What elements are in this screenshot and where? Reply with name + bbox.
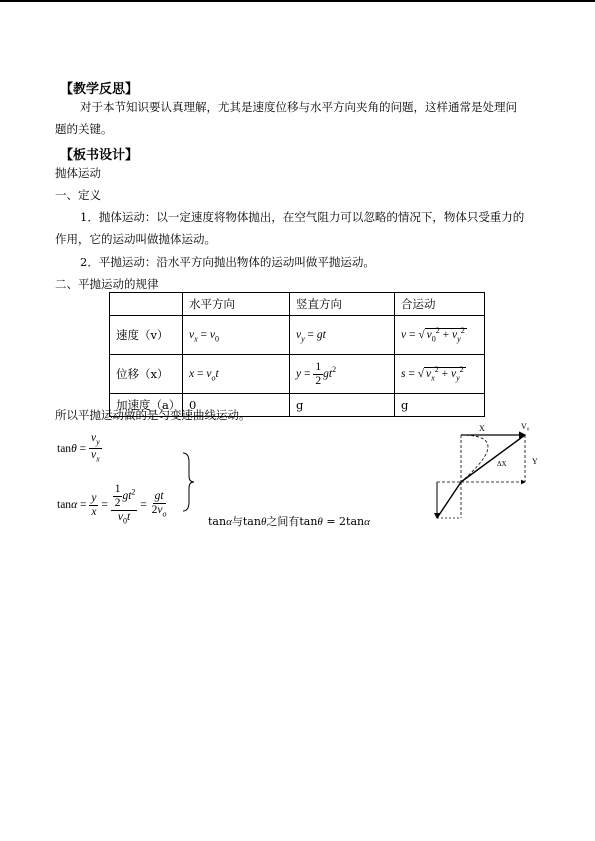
reflection-heading: 【教学反思】 (60, 82, 139, 97)
section-rules: 二、平抛运动的规律 (55, 277, 159, 291)
relation-word: 与 (231, 515, 243, 528)
velocity-line (437, 482, 461, 518)
label-dx: ΔX (497, 460, 507, 468)
top-rule (0, 0, 595, 2)
topic-title: 抛体运动 (55, 166, 101, 180)
row-label-acceleration: 加速度（a） (110, 394, 183, 417)
two-tan-word: 2tan (339, 515, 365, 528)
table-row-displacement (110, 355, 485, 394)
reflection-line-1: 对于本节知识要认真理解，尤其是速度位移与水平方向夹角的问题，这样通常是处理问 (80, 100, 517, 114)
tan-word-2: tan (242, 515, 261, 528)
formula-v: v = √ $v_0^2 + v_y^2$ (395, 316, 485, 355)
formula-x: $x = v_ot$ (183, 355, 290, 394)
table-header-horizontal: 水平方向 (183, 293, 290, 316)
definition-2: 2．平抛运动：沿水平方向抛出物体的运动叫做平抛运动。 (80, 255, 375, 269)
formula-y: y = $\frac{1}{2}$ $gt^2$ (290, 355, 395, 394)
table-header-combined: 合运动 (395, 293, 485, 316)
label-v0: V₀ (521, 422, 530, 431)
conclusion: 所以平抛运动做的是匀变速曲线运动。 (55, 408, 251, 422)
definition-1-line-2: 作用，它的运动叫做抛体运动。 (55, 232, 216, 246)
board-heading: 【板书设计】 (60, 148, 139, 163)
table-header-row (110, 293, 485, 316)
table-header-blank (110, 293, 183, 316)
label-y: Y (532, 457, 538, 466)
formula-tan-alpha: tan α = $\frac{y}{x}$ = $\frac{1}{2}$ $gt^2$ $v_0t$ = $\frac{gt}{2v_o}$ (57, 483, 167, 526)
right-brace (181, 452, 197, 512)
formula-s: s = √ $v_x^2 + v_y^2$ (395, 355, 485, 394)
table-row-velocity (110, 316, 485, 355)
accel-combined: g (395, 394, 485, 417)
section-definition: 一、定义 (55, 188, 101, 202)
row-label-velocity: 速度（v） (110, 316, 183, 355)
displacement-line (461, 435, 525, 482)
tan-word-3: tan (299, 515, 318, 528)
accel-horizontal: 0 (183, 394, 290, 417)
definition-1-line-1: 1．抛体运动：以一定速度将物体抛出，在空气阻力可以忽略的情况下，物体只受重力的 (80, 210, 525, 224)
between-word: 之间有 (266, 515, 300, 528)
table-header-vertical: 竖直方向 (290, 293, 395, 316)
rules-table (109, 292, 485, 417)
reflection-line-2: 题的关键。 (55, 122, 113, 136)
projectile-figure (425, 420, 555, 524)
label-x: X (479, 424, 485, 433)
row-label-displacement: 位移（x） (110, 355, 183, 394)
tan-word-1: tan (208, 515, 227, 528)
trajectory-curve (461, 435, 488, 482)
formula-vx: $v_x = v_0$ (183, 316, 290, 355)
accel-vertical: g (290, 394, 395, 417)
relation-line: tanα与tanθ之间有tanθ = 2tanα (208, 515, 370, 528)
formula-tan-theta: tan θ = $\frac{v_y}{v_x}$ (57, 432, 100, 464)
formula-vy: $v_y$ = gt (290, 316, 395, 355)
